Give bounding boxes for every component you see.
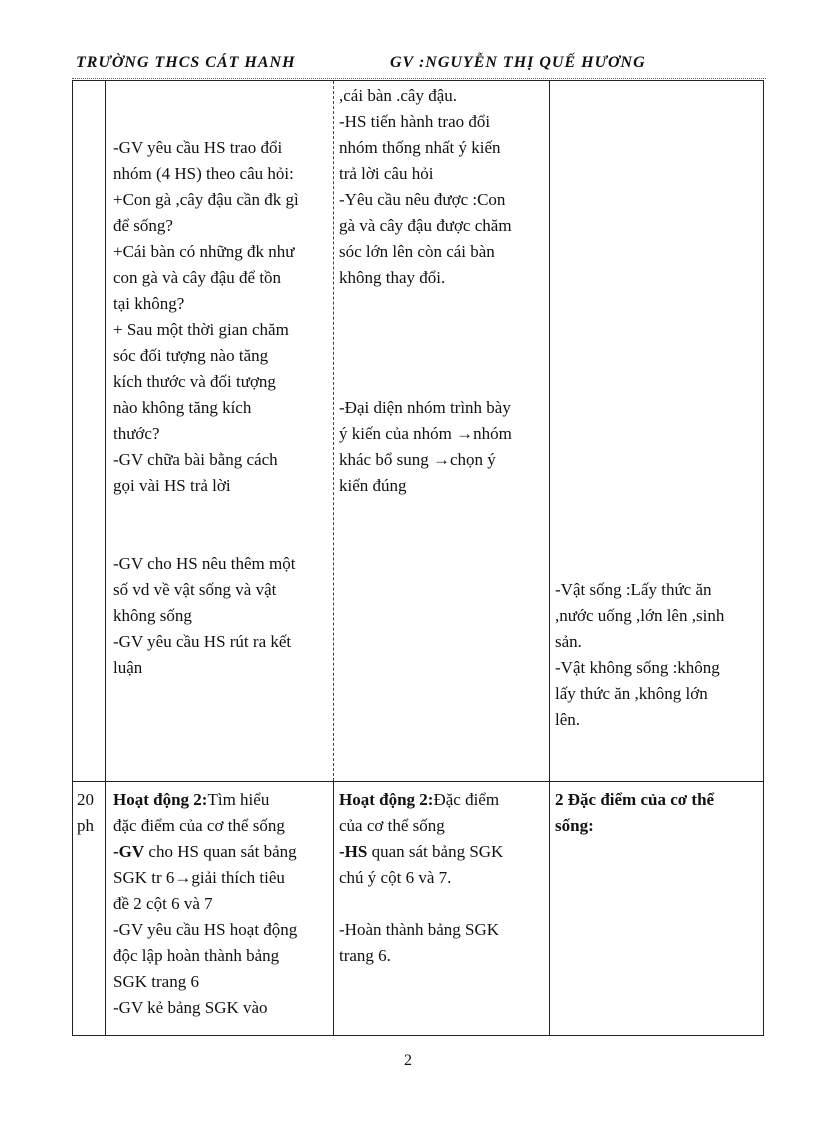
text-line: -GV yêu cầu HS trao đổi [113,138,283,157]
gv-label: -GV [113,842,145,861]
hs-label: -HS [339,842,368,861]
text-line: gà và cây đậu được chăm [339,216,512,235]
time-value: 20 [77,790,94,809]
gv-text: cho HS quan sát bảng [144,842,297,861]
text-line: ,nước uống ,lớn lên ,sinh [555,606,725,625]
row2-teacher-cell [113,787,331,1021]
text-line: -Đại diện nhóm trình bày [339,398,511,417]
activity-label: Hoạt động 2: [339,790,434,809]
text-line: + Sau một thời gian chăm [113,320,289,339]
text-line: lên. [555,710,581,729]
text-line: -HS tiến hành trao đổi [339,112,491,131]
text-line [113,839,331,865]
text-line: lấy thức ăn ,không lớn [555,684,708,703]
text-line: +Cái bàn có những đk như [113,242,295,261]
text-line: +Con gà ,cây đậu cần đk gì [113,190,299,209]
text-line: khác bổ sung →chọn ý [339,450,496,469]
text-line: -GV cho HS nêu thêm một [113,554,296,573]
activity-title-text: Tìm hiểu [207,790,270,809]
text-line: ,cái bàn .cây đậu. [339,86,457,105]
row-divider [73,781,763,782]
text-line: -GV chữa bài bằng cách [113,450,278,469]
text-line: gọi vài HS trả lời [113,476,231,495]
activity-title [339,787,545,813]
page-header [72,52,772,78]
text-line: -Vật không sống :không [555,658,720,677]
text-line: số vd về vật sống và vật [113,580,277,599]
row1-teacher-cell [113,135,329,681]
text-line: sóc đối tượng nào tăng [113,346,269,365]
lesson-table [72,80,764,1036]
teacher-name: GV :NGUYỄN THỊ QUẾ HƯƠNG [390,54,646,71]
header-rule [72,78,766,79]
time-unit: ph [77,816,94,835]
text-line: trang 6. [339,946,391,965]
text-line: nào không tăng kích [113,398,252,417]
row2-time-cell [77,787,105,839]
column-divider-student [549,81,550,1035]
text-line: nhóm (4 HS) theo câu hỏi: [113,164,294,183]
text-line: -GV yêu cầu HS rút ra kết [113,632,292,651]
text-line: đặc điểm của cơ thể sống [113,816,285,835]
text-line: chú ý cột 6 và 7. [339,868,452,887]
text-line: tại không? [113,294,185,313]
text-line: thước? [113,424,160,443]
text-line: -Yêu cầu nêu được :Con [339,190,506,209]
text-line: SGK trang 6 [113,972,199,991]
row2-content-cell [555,787,761,839]
activity-title-text: Đặc điểm [433,790,500,809]
school-name: TRƯỜNG THCS CÁT HANH [76,54,296,71]
text-line: kích thước và đối tượng [113,372,276,391]
text-line: ý kiến của nhóm →nhóm [339,424,512,443]
activity-title [113,787,331,813]
text-line: sản. [555,632,582,651]
text-line: để sống? [113,216,173,235]
text-line [339,839,545,865]
column-divider-teacher [333,781,334,1035]
text-line: -GV kẻ bảng SGK vào [113,998,268,1017]
text-line: đề 2 cột 6 và 7 [113,894,213,913]
text-line: -Vật sống :Lấy thức ăn [555,580,712,599]
text-line: -GV yêu cầu HS hoạt động [113,920,298,939]
text-line: luận [113,658,143,677]
text-line: SGK tr 6→giải thích tiêu [113,868,285,887]
text-line: trả lời câu hỏi [339,164,434,183]
text-line: của cơ thể sống [339,816,445,835]
column-divider-time [105,81,106,1035]
hs-text: quan sát bảng SGK [367,842,504,861]
row1-content-cell [555,577,761,733]
text-line: -Hoàn thành bảng SGK [339,920,500,939]
text-line: độc lập hoàn thành bảng [113,946,280,965]
text-line: không sống [113,606,192,625]
text-line: nhóm thống nhất ý kiến [339,138,501,157]
text-line: sóc lớn lên còn cái bàn [339,242,495,261]
row1-student-cell [339,83,545,499]
section-title: 2 Đặc điểm của cơ thể [555,790,715,809]
section-title-line2: sống: [555,816,594,835]
column-divider-teacher-dotted [333,81,334,781]
activity-label: Hoạt động 2: [113,790,208,809]
text-line: không thay đổi. [339,268,446,287]
page-number: 2 [404,1052,412,1069]
text-line: kiến đúng [339,476,407,495]
text-line: con gà và cây đậu để tồn [113,268,282,287]
row2-student-cell [339,787,545,969]
